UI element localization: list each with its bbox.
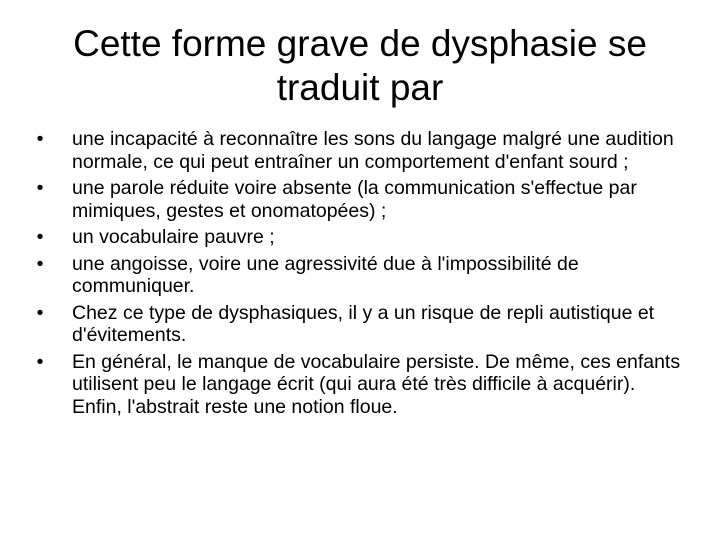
bullet-text: Chez ce type de dysphasiques, il y a un risque de repli autistique et d'évitements.: [72, 301, 655, 346]
bullet-text: un vocabulaire pauvre ;: [72, 226, 275, 248]
bullet-icon: •: [36, 226, 44, 248]
bullet-icon: •: [36, 128, 44, 150]
bullet-text: une angoisse, voire une agressivité due à l'impossibilité de communiquer.: [72, 252, 579, 297]
bullet-icon: •: [36, 350, 44, 373]
bullet-text: une incapacité à reconnaître les sons du langage malgré une audition normale, ce qui peut entraîner un comportement d'enfant sourd ;: [72, 128, 674, 173]
bullet-item: [30, 302, 690, 347]
slide-title: Cette forme grave de dysphasie se traduit par: [73, 23, 647, 108]
bullet-list: [30, 128, 690, 422]
bullet-icon: •: [36, 301, 44, 324]
bullet-item: [30, 253, 690, 298]
bullet-item: [30, 226, 690, 249]
bullet-text: une parole réduite voire absente (la communication s'effectue par mimiques, gestes et onomatopées) ;: [72, 177, 637, 222]
bullet-icon: •: [36, 252, 44, 275]
bullet-icon: •: [36, 177, 44, 199]
bullet-text: En général, le manque de vocabulaire persiste. De même, ces enfants utilisent peu le langage écrit (qui aura été très difficile à acquérir). Enfin, l'abstrait reste une notion floue.: [72, 350, 681, 418]
bullet-item: [30, 128, 690, 173]
bullet-item: [30, 351, 690, 419]
bullet-item: [30, 177, 690, 222]
